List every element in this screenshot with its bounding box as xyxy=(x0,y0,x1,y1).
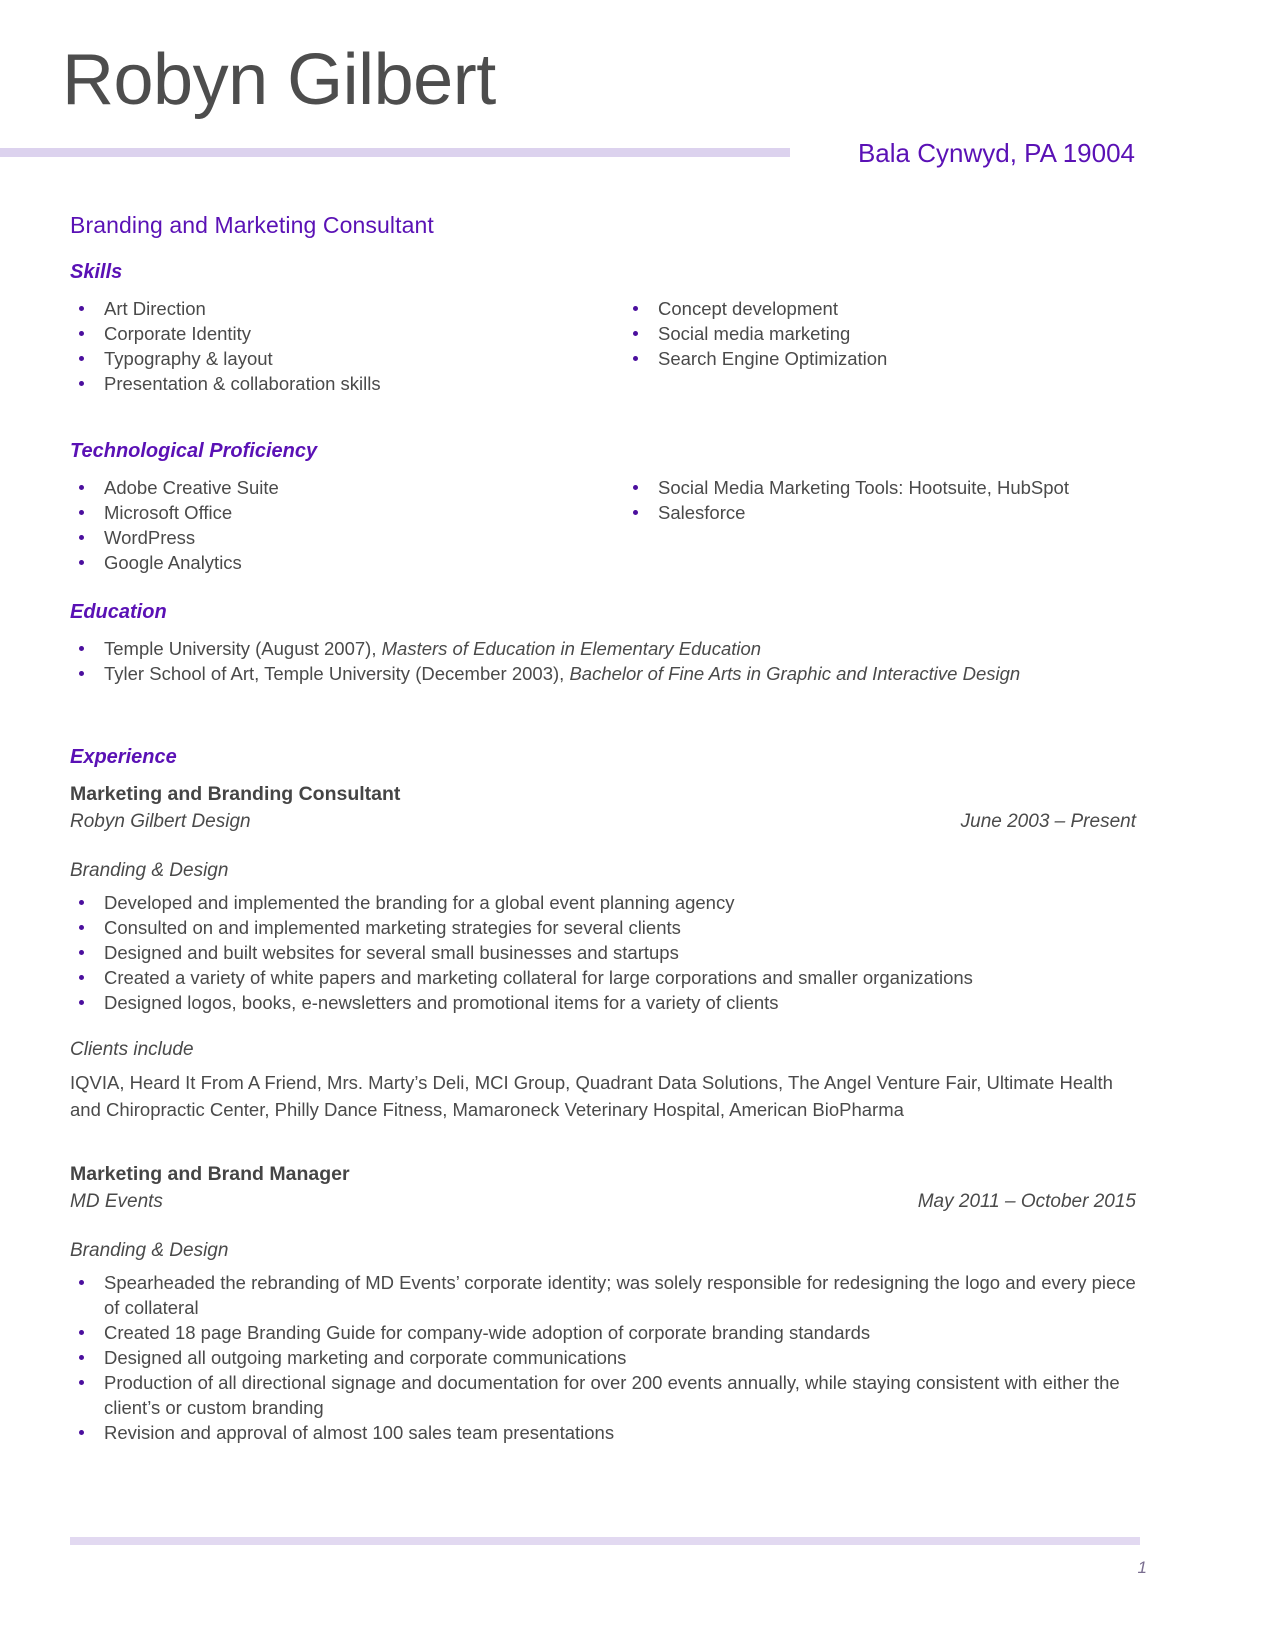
list-item: Search Engine Optimization xyxy=(624,346,1138,371)
tech-column-left xyxy=(70,475,604,575)
job-dates: June 2003 – Present xyxy=(960,811,1136,832)
section-heading-skills: Skills xyxy=(70,261,123,283)
job-title: Marketing and Branding Consultant xyxy=(70,783,401,805)
list-item: Consulted on and implemented marketing strategies for several clients xyxy=(70,915,1138,940)
experience-entry xyxy=(70,781,1138,1123)
list-item: Adobe Creative Suite xyxy=(70,475,604,500)
list-item: Created 18 page Branding Guide for company-wide adoption of corporate branding standards xyxy=(70,1320,1138,1345)
list-item: Presentation & collaboration skills xyxy=(70,371,604,396)
education-degree: Masters of Education in Elementary Education xyxy=(381,638,762,659)
list-item xyxy=(70,636,1138,661)
list-item: Spearheaded the rebranding of MD Events’ corporate identity; was solely responsible for redesigning the logo and every piece of collateral xyxy=(70,1270,1138,1320)
job-subheading: Branding & Design xyxy=(70,1240,229,1261)
clients-text: IQVIA, Heard It From A Friend, Mrs. Marty’s Deli, MCI Group, Quadrant Data Solutions, The Angel Venture Fair, Ultimate Health and Chiropractic Center, Philly Dance Fitness, Mamaroneck Veterinary Hospital, American BioPharma xyxy=(70,1072,1113,1120)
resume-header xyxy=(0,0,1275,185)
spacer xyxy=(70,1127,1138,1161)
job-bullets xyxy=(70,890,1138,1015)
tech-column-right xyxy=(604,475,1138,575)
list-item: Salesforce xyxy=(624,500,1138,525)
tech-columns xyxy=(70,475,1138,575)
tech-list-right xyxy=(624,475,1138,525)
skills-column-left xyxy=(70,296,604,396)
section-technological-proficiency xyxy=(70,440,1138,575)
job-company: MD Events xyxy=(70,1191,163,1212)
list-item: Designed logos, books, e-newsletters and promotional items for a variety of clients xyxy=(70,990,1138,1015)
list-item: Designed and built websites for several small businesses and startups xyxy=(70,940,1138,965)
skills-list-left xyxy=(70,296,604,396)
job-title: Marketing and Brand Manager xyxy=(70,1163,350,1185)
spacer xyxy=(70,712,1138,746)
job-dates: May 2011 – October 2015 xyxy=(917,1191,1136,1212)
list-item: Social Media Marketing Tools: Hootsuite, HubSpot xyxy=(624,475,1138,500)
education-school: Temple University (August 2007), xyxy=(104,638,382,659)
skills-columns xyxy=(70,296,1138,396)
job-bullets xyxy=(70,1270,1138,1445)
job-meta xyxy=(70,1188,1138,1216)
page-number: 1 xyxy=(1137,1558,1147,1577)
job-subheading: Branding & Design xyxy=(70,860,229,881)
list-item: Concept development xyxy=(624,296,1138,321)
skills-column-right xyxy=(604,296,1138,396)
section-heading-tech: Technological Proficiency xyxy=(70,440,318,462)
education-degree: Bachelor of Fine Arts in Graphic and Interactive Design xyxy=(569,663,1021,684)
resume-body xyxy=(70,212,1138,1471)
list-item: Designed all outgoing marketing and corporate communications xyxy=(70,1345,1138,1370)
contact-location: Bala Cynwyd, PA 19004 xyxy=(857,138,1135,168)
section-heading-experience: Experience xyxy=(70,746,177,768)
list-item: Google Analytics xyxy=(70,550,604,575)
list-item: WordPress xyxy=(70,525,604,550)
professional-title: Branding and Marketing Consultant xyxy=(70,212,434,238)
page-title: Robyn Gilbert xyxy=(62,40,496,120)
section-skills xyxy=(70,261,1138,396)
list-item: Developed and implemented the branding for a global event planning agency xyxy=(70,890,1138,915)
education-list xyxy=(70,636,1138,686)
list-item: Typography & layout xyxy=(70,346,604,371)
experience-entry xyxy=(70,1161,1138,1445)
list-item: Corporate Identity xyxy=(70,321,604,346)
footer-divider xyxy=(70,1537,1140,1545)
list-item: Production of all directional signage and documentation for over 200 events annually, while staying consistent with either the client’s or custom branding xyxy=(70,1370,1138,1420)
list-item: Revision and approval of almost 100 sales team presentations xyxy=(70,1420,1138,1445)
list-item: Social media marketing xyxy=(624,321,1138,346)
list-item xyxy=(70,661,1138,686)
spacer xyxy=(70,422,1138,440)
job-company: Robyn Gilbert Design xyxy=(70,811,251,832)
section-education xyxy=(70,601,1138,686)
clients-heading: Clients include xyxy=(70,1039,194,1060)
list-item: Created a variety of white papers and marketing collateral for large corporations and smaller organizations xyxy=(70,965,1138,990)
list-item: Art Direction xyxy=(70,296,604,321)
education-school: Tyler School of Art, Temple University (December 2003), xyxy=(104,663,570,684)
header-divider xyxy=(0,148,790,157)
tech-list-left xyxy=(70,475,604,575)
list-item: Microsoft Office xyxy=(70,500,604,525)
skills-list-right xyxy=(624,296,1138,371)
section-heading-education: Education xyxy=(70,601,167,623)
section-experience xyxy=(70,746,1138,1445)
job-meta xyxy=(70,808,1138,836)
